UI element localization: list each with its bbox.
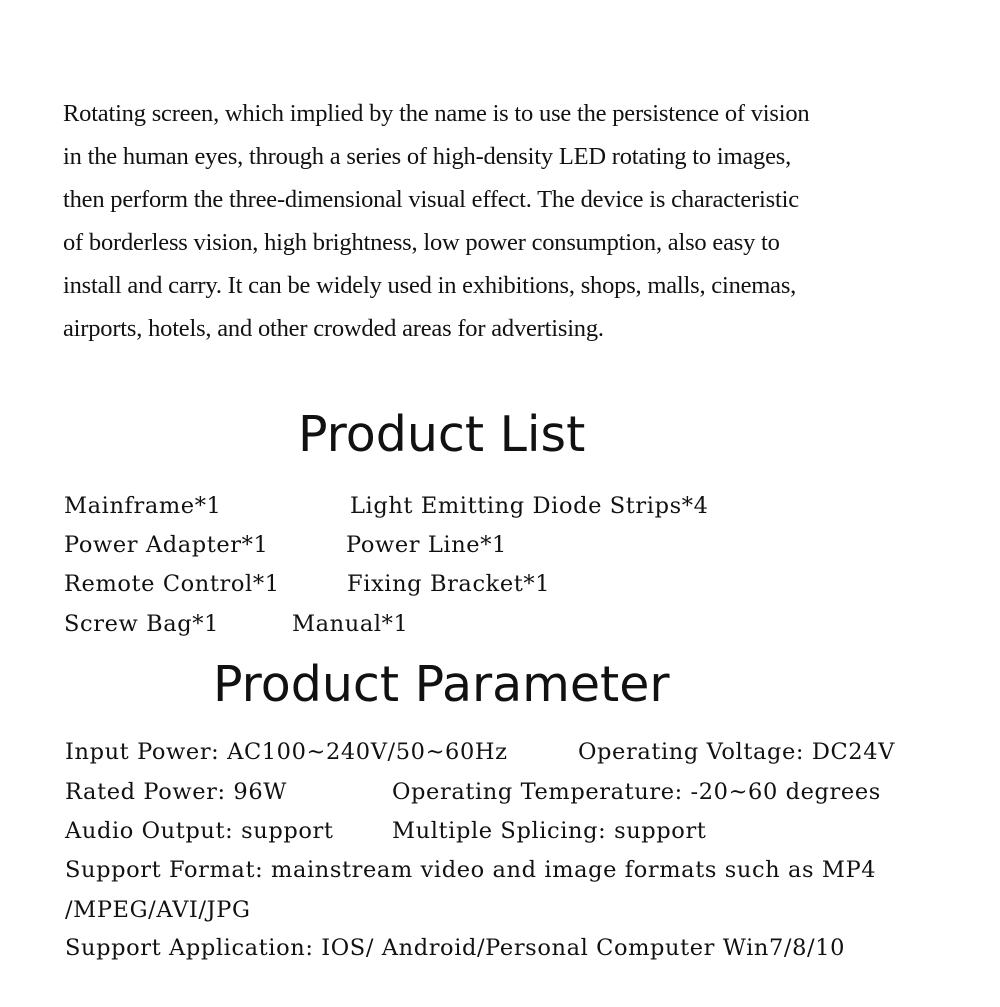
parameter-item: /MPEG/AVI/JPG xyxy=(65,897,251,923)
list-item: Power Line*1 xyxy=(346,532,507,558)
intro-line: install and carry. It can be widely used in exhibitions, shops, malls, cinemas, xyxy=(63,272,797,299)
parameter-item: Support Format: mainstream video and image formats such as MP4 xyxy=(65,857,877,883)
parameter-item: Audio Output: support xyxy=(65,818,334,844)
list-item: Light Emitting Diode Strips*4 xyxy=(350,493,709,519)
intro-line: then perform the three-dimensional visual effect. The device is characteristic xyxy=(63,186,799,213)
parameter-item: Rated Power: 96W xyxy=(65,779,287,805)
parameter-item: Operating Temperature: -20~60 degrees xyxy=(392,779,881,805)
product-list-title: Product List xyxy=(298,406,586,463)
list-item: Remote Control*1 xyxy=(64,571,280,597)
list-item: Fixing Bracket*1 xyxy=(347,571,551,597)
parameter-item: Support Application: IOS/ Android/Personal Computer Win7/8/10 xyxy=(65,935,846,961)
intro-line: airports, hotels, and other crowded areas for advertising. xyxy=(63,315,604,342)
parameter-item: Operating Voltage: DC24V xyxy=(578,739,895,765)
list-item: Manual*1 xyxy=(292,611,409,637)
list-item: Mainframe*1 xyxy=(64,493,222,519)
parameter-item: Multiple Splicing: support xyxy=(392,818,707,844)
intro-paragraph xyxy=(63,92,963,350)
intro-line: of borderless vision, high brightness, low power consumption, also easy to xyxy=(63,229,780,256)
intro-line: in the human eyes, through a series of high-density LED rotating to images, xyxy=(63,143,792,170)
parameter-item: Input Power: AC100~240V/50~60Hz xyxy=(65,739,508,765)
product-parameter-title: Product Parameter xyxy=(213,656,670,713)
intro-line: Rotating screen, which implied by the name is to use the persistence of vision xyxy=(63,100,810,127)
list-item: Power Adapter*1 xyxy=(64,532,269,558)
list-item: Screw Bag*1 xyxy=(64,611,220,637)
